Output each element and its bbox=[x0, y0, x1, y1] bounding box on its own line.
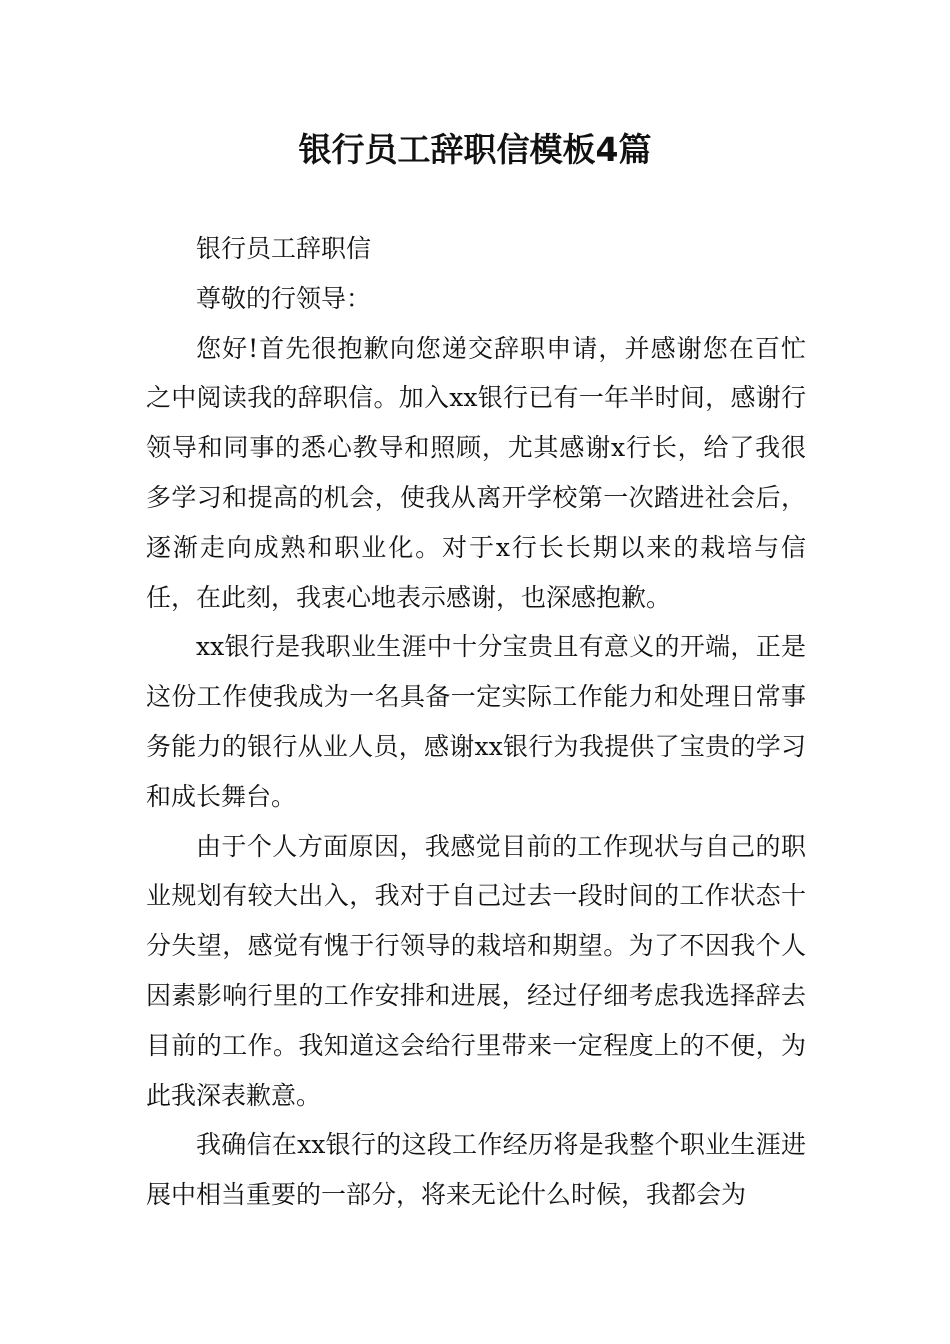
letter-heading: 银行员工辞职信 bbox=[196, 234, 372, 263]
letter-salutation: 尊敬的行领导： bbox=[196, 283, 372, 313]
body-paragraph: 您好!首先很抱歉向您递交辞职申请，并感谢您在百忙之中阅读我的辞职信。加入xx银行已有一年半时间，感谢行领导和同事的悉心教导和照顾，尤其感谢x行长，给了我很多学习和提高的机会，使我从离开学校第一次踏进社会后，逐渐走向成熟和职业化。对于x行长长期以来的栽培与信任，在此刻，我衷心地表示感谢，也深感抱歉。 bbox=[146, 333, 806, 612]
document-body bbox=[146, 224, 806, 1220]
body-paragraph: xx银行是我职业生涯中十分宝贵且有意义的开端，正是这份工作使我成为一名具备一定实际工作能力和处理日常事务能力的银行从业人员，感谢xx银行为我提供了宝贵的学习和成长舞台。 bbox=[146, 632, 806, 811]
body-paragraph: 我确信在xx银行的这段工作经历将是我整个职业生涯进展中相当重要的一部分，将来无论什么时候，我都会为 bbox=[146, 1130, 806, 1210]
document-title: 银行员工辞职信模板4篇 bbox=[298, 130, 652, 169]
body-paragraph: 由于个人方面原因，我感觉目前的工作现状与自己的职业规划有较大出入，我对于自己过去一段时间的工作状态十分失望，感觉有愧于行领导的栽培和期望。为了不因我个人因素影响行里的工作安排和进展，经过仔细考虑我选择辞去目前的工作。我知道这会给行里带来一定程度上的不便，为此我深表歉意。 bbox=[146, 831, 806, 1110]
